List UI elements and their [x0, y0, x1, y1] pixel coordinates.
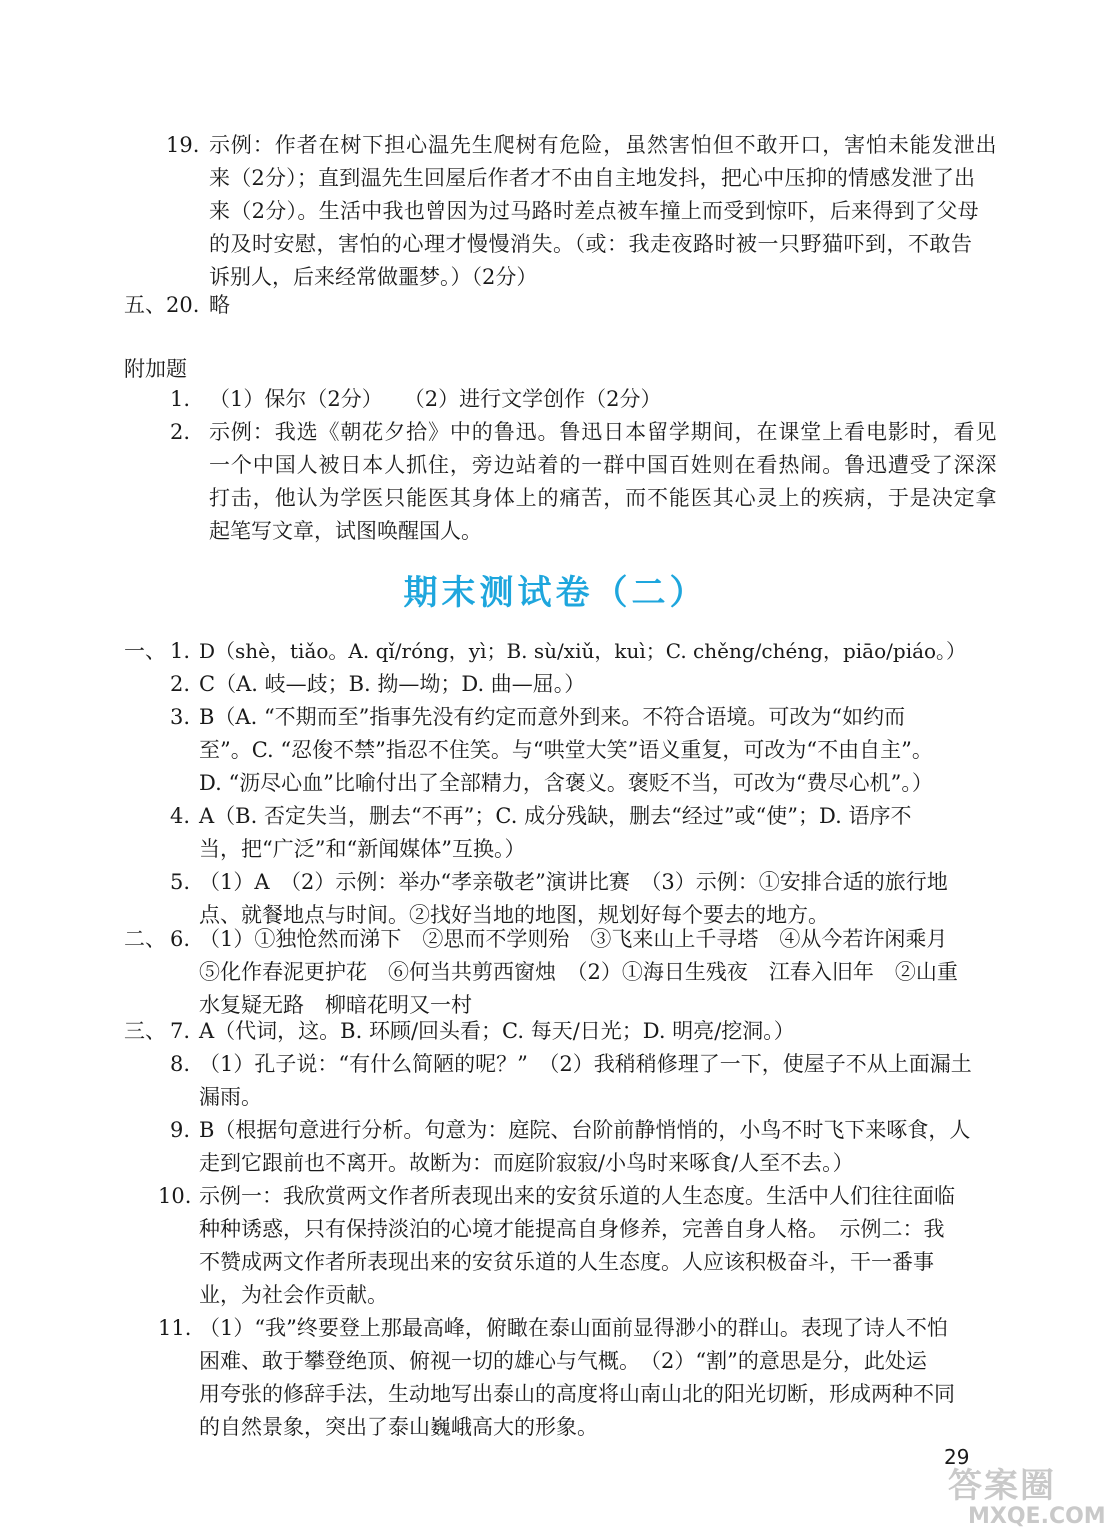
question-number: 1. [170, 639, 191, 663]
answer-line: C（A. 岐—歧；B. 拗—坳；D. 曲—屈。） [199, 672, 586, 696]
answer-line: （1）孔子说：“有什么简陋的呢？” （2）我稍稍修理了一下，使屋子不从上面漏土 [199, 1052, 972, 1076]
answer-line: D. “沥尽心血”比喻付出了全部精力，含褒义。褒贬不当，可改为“费尽心机”。） [199, 771, 933, 795]
question-number: 10. [158, 1184, 192, 1208]
appendix-title: 附加题 [124, 357, 187, 381]
answer-line: 种种诱惑，只有保持淡泊的心境才能提高自身修养，完善自身人格。 示例二：我 [199, 1217, 945, 1241]
question-number: 9. [170, 1118, 191, 1142]
question-number: 8. [170, 1052, 191, 1076]
answer-line: 一个中国人被日本人抓住，旁边站着的一群中国百姓则在看热闹。鲁迅遭受了深深 [209, 453, 998, 477]
answer-line: D（shè，tiǎo。A. qǐ/róng，yì；B. sù/xiǔ，kuì；C. chěng/chéng，piāo/piáo。） [199, 639, 967, 663]
question-number: 5. [170, 870, 191, 894]
question-number: 2. [170, 420, 191, 444]
answer-line: 示例：我选《朝花夕拾》中的鲁迅。鲁迅日本留学期间，在课堂上看电影时，看见 [209, 420, 998, 444]
section-five-label: 五、20. [124, 293, 200, 317]
answer-line: （1）A （2）示例：举办“孝亲敬老”演讲比赛 （3）示例：①安排合适的旅行地 [199, 870, 948, 894]
section-two-label: 二、 [124, 927, 166, 951]
answer-line: 当，把“广泛”和“新闻媒体”互换。） [199, 837, 526, 861]
answer-line: 至”。C. “忍俊不禁”指忍不住笑。与“哄堂大笑”语义重复，可改为“不由自主”。 [199, 738, 933, 762]
answer-line: （1）①独怆然而涕下 ②思而不学则殆 ③飞来山上千寻塔 ④从今若许闲乘月 [199, 927, 948, 951]
question-number: 1. [170, 387, 191, 411]
answer-line: 起笔写文章，试图唤醒国人。 [209, 519, 482, 543]
answer-line: 示例一：我欣赏两文作者所表现出来的安贫乐道的人生态度。生活中人们往往面临 [199, 1184, 955, 1208]
watermark-text: 答案圈 [948, 1466, 1056, 1506]
answer-line: 不赞成两文作者所表现出来的安贫乐道的人生态度。人应该积极奋斗，干一番事 [199, 1250, 934, 1274]
page-number: 29 [944, 1445, 970, 1469]
answer-line: 的自然景象，突出了泰山巍峨高大的形象。 [199, 1415, 598, 1439]
answer-line: 业，为社会作贡献。 [199, 1283, 388, 1307]
question-number: 19. [166, 133, 200, 157]
section-three-label: 三、 [124, 1019, 166, 1043]
answer-line: 来（2分）。生活中我也曾因为过马路时差点被车撞上而受到惊吓，后来得到了父母 [209, 199, 979, 223]
watermark-url: MXQE.COM [968, 1504, 1106, 1529]
question-number: 7. [170, 1019, 191, 1043]
answer-line: 略 [209, 293, 230, 317]
answer-line: B（A. “不期而至”指事先没有约定而意外到来。不符合语境。可改为“如约而 [199, 705, 906, 729]
answer-line: 困难、敢于攀登绝顶、俯视一切的雄心与气概。 （2）“割”的意思是分，此处运 [199, 1349, 927, 1373]
answer-line: 示例：作者在树下担心温先生爬树有危险，虽然害怕但不敢开口，害怕未能发泄出 [209, 133, 998, 157]
answer-line: A（B. 否定失当，删去“不再”；C. 成分残缺，删去“经过”或“使”；D. 语序不 [199, 804, 912, 828]
question-number: 4. [170, 804, 191, 828]
answer-line: 点、就餐地点与时间。②找好当地的地图，规划好每个要去的地方。 [199, 903, 829, 927]
section-one-label: 一、 [124, 639, 166, 663]
answer-line: ⑤化作春泥更护花 ⑥何当共剪西窗烛 （2）①海日生残夜 江春入旧年 ②山重 [199, 960, 958, 984]
question-number: 11. [158, 1316, 192, 1340]
question-number: 6. [170, 927, 191, 951]
question-number: 2. [170, 672, 191, 696]
answer-line: 水复疑无路 柳暗花明又一村 [199, 993, 472, 1017]
answer-line: 来（2分）；直到温先生回屋后作者才不由自主地发抖，把心中压抑的情感发泄了出 [209, 166, 976, 190]
answer-line: （1）“我”终要登上那最高峰，俯瞰在泰山面前显得渺小的群山。表现了诗人不怕 [199, 1316, 948, 1340]
answer-line: 诉别人，后来经常做噩梦。）（2分） [209, 265, 538, 289]
answer-line: 走到它跟前也不离开。故断为：而庭阶寂寂/小鸟时来啄食/人至不去。） [199, 1151, 854, 1175]
answer-line: 打击，他认为学医只能医其身体上的痛苦，而不能医其心灵上的疾病，于是决定拿 [209, 486, 998, 510]
answer-line: B（根据句意进行分析。句意为：庭院、台阶前静悄悄的，小鸟不时飞下来啄食，人 [199, 1118, 971, 1142]
test-paper-heading: 期末测试卷（二） [403, 573, 708, 613]
answer-line: 的及时安慰，害怕的心理才慢慢消失。（或：我走夜路时被一只野猫吓到，不敢告 [209, 232, 973, 256]
answer-line: （1）保尔（2分） （2）进行文学创作（2分） [209, 387, 662, 411]
answer-line: 用夸张的修辞手法，生动地写出泰山的高度将山南山北的阳光切断，形成两种不同 [199, 1382, 955, 1406]
question-number: 3. [170, 705, 191, 729]
answer-line: 漏雨。 [199, 1085, 262, 1109]
answer-line: A（代词，这。B. 环顾/回头看；C. 每天/日光；D. 明亮/挖洞。） [199, 1019, 795, 1043]
